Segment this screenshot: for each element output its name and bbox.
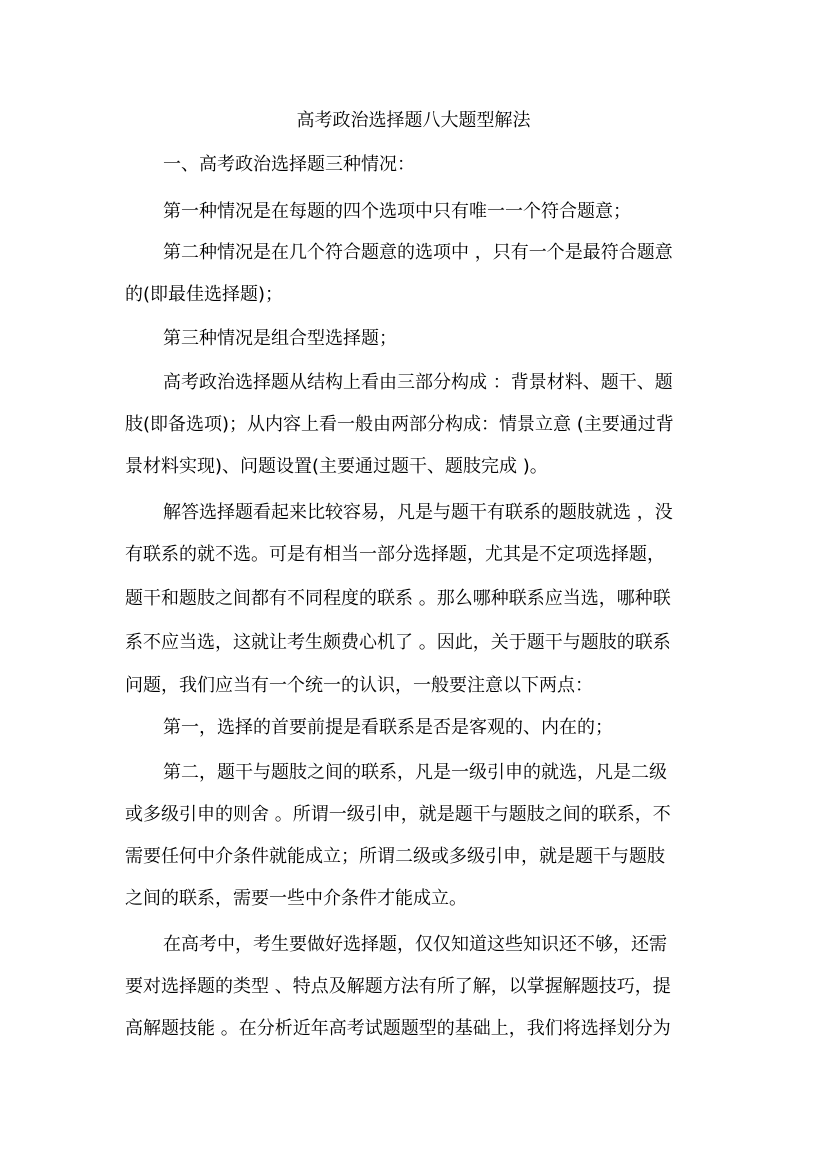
paragraph-line: 第一，选择的首要前提是看联系是否是客观的、内在的； (163, 717, 613, 738)
paragraph-line: 第三种情况是组合型选择题； (163, 328, 397, 349)
paragraph-line: 解答选择题看起来比较容易，凡是与题干有联系的题肢就选 ，没 (163, 502, 673, 523)
paragraph-line: 需要任何中介条件就能成立；所谓二级或多级引申，就是题干与题肢 (125, 846, 665, 867)
paragraph-line: 有联系的就不选。可是有相当一部分选择题，尤其是不定项选择题， (125, 544, 665, 565)
paragraph-line: 在高考中，考生要做好选择题，仅仅知道这些知识还不够，还需 (163, 934, 667, 955)
document-title: 高考政治选择题八大题型解法 (296, 110, 531, 131)
paragraph-line: 第一种情况是在每题的四个选项中只有唯一一个符合题意； (163, 201, 631, 222)
paragraph-line: 系不应当选，这就让考生颇费心机了 。因此，关于题干与题肢的联系 (125, 632, 671, 653)
paragraph-line: 要对选择题的类型 、特点及解题方法有所了解，以掌握解题技巧，提 (125, 976, 671, 997)
paragraph-line: 问题，我们应当有一个统一的认识，一般要注意以下两点： (125, 675, 593, 696)
paragraph-line: 第二种情况是在几个符合题意的选项中 ，只有一个是最符合题意 (163, 242, 673, 263)
section-heading: 一、高考政治选择题三种情况： (163, 154, 415, 175)
paragraph-line: 高考政治选择题从结构上看由三部分构成 ：背景材料、题干、题 (163, 372, 673, 393)
paragraph-line: 或多级引申的则舍 。所谓一级引申，就是题干与题肢之间的联系，不 (125, 804, 671, 825)
paragraph-line: 题干和题肢之间都有不同程度的联系 。那么哪种联系应当选，哪种联 (125, 588, 671, 609)
paragraph-line: 之间的联系，需要一些中介条件才能成立。 (125, 888, 467, 909)
paragraph-line: 的(即最佳选择题)； (125, 284, 284, 305)
paragraph-line: 肢(即备选项)；从内容上看一般由两部分构成：情景立意 (主要通过背 (125, 414, 674, 435)
paragraph-line: 第二，题干与题肢之间的联系，凡是一级引申的就选，凡是二级 (163, 762, 667, 783)
paragraph-line: 高解题技能 。在分析近年高考试题题型的基础上，我们将选择划分为 (125, 1018, 671, 1039)
paragraph-line: 景材料实现)、问题设置(主要通过题干、题肢完成 )。 (125, 456, 548, 477)
